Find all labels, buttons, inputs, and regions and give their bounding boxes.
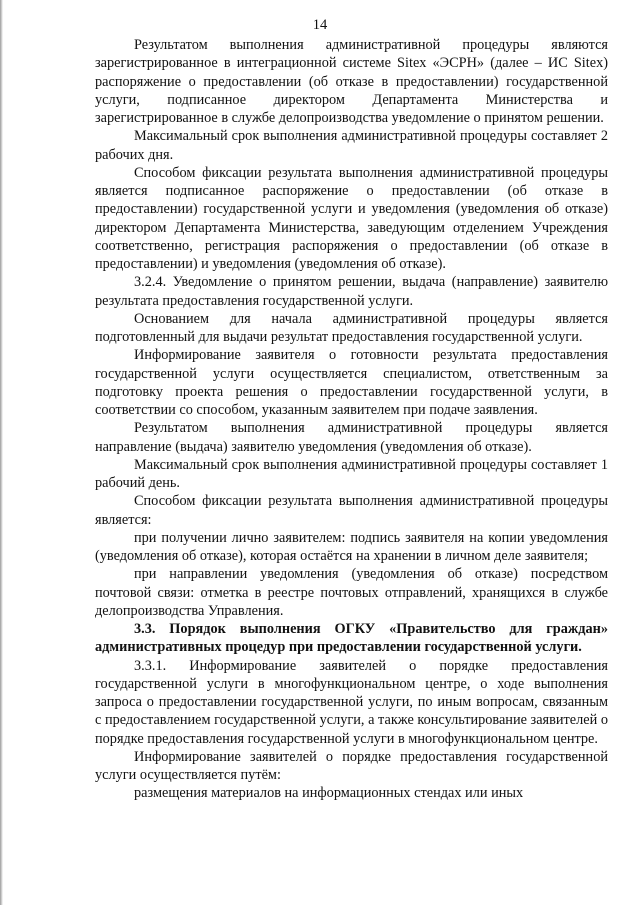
paragraph-fixation-method-intro: Способом фиксации результата выполнения административной процедуры является:: [95, 493, 608, 528]
paragraph-section-3-2-4: 3.2.4. Уведомление о принятом решении, выдача (направление) заявителю результата предоставления государственной услуги.: [95, 274, 608, 309]
paragraph-fixation-method: Способом фиксации результата выполнения административной процедуры является подписанное распоряжение о предоставлении (об отказе в предоставлении) государственной услуги и уведомления (уведомления об отказе) директором Департамента Министерства, заведующим отделением Учреждения соответственно, регистрация распоряжения о предоставлении (об отказе в предоставлении) и уведомления (уведомления об отказе).: [95, 164, 608, 272]
document-body: [95, 36, 608, 803]
page-number: 14: [312, 17, 328, 33]
paragraph-postal-delivery: при направлении уведомления (уведомления об отказе) посредством почтовой связи: отметка в реестре почтовых отправлений, хранящихся в службе делопроизводства Управления.: [95, 566, 608, 619]
section-heading-3-3: 3.3. Порядок выполнения ОГКУ «Правительство для граждан» административных процедур при предоставлении государственной услуги.: [95, 621, 608, 656]
page-edge-shadow: [0, 0, 3, 905]
paragraph-result-delivery: Результатом выполнения административной процедуры является направление (выдача) заявителю уведомления (уведомления об отказе).: [95, 420, 608, 455]
paragraph-grounds-for-start: Основанием для начала административной процедуры является подготовленный для выдачи результат предоставления государственной услуги.: [95, 310, 608, 345]
paragraph-procedure-result: Результатом выполнения административной процедуры являются зарегистрированное в интеграционной системе Sitex «ЭСРН» (далее – ИС Sitex) распоряжение о предоставлении (об отказе в предоставлении) государственной услуги, подписанное директором Департамента Министерства и зарегистрированное в службе делопроизводства уведомление о принятом решении.: [95, 37, 608, 126]
paragraph-max-duration-2-days: Максимальный срок выполнения административной процедуры составляет 2 рабочих дня.: [95, 128, 608, 163]
paragraph-personal-receipt: при получении лично заявителем: подпись заявителя на копии уведомления (уведомления об отказе), которая остаётся на хранении в личном деле заявителя;: [95, 529, 608, 564]
paragraph-max-duration-1-day: Максимальный срок выполнения административной процедуры составляет 1 рабочий день.: [95, 456, 608, 491]
paragraph-section-3-3-1: 3.3.1. Информирование заявителей о порядке предоставления государственной услуги в многофункциональном центре, о ходе выполнения запроса о предоставлении государственной услуги, по иным вопросам, связанным с предоставлением государственной услуги, а также консультирование заявителей о порядке предоставления государственной услуги в многофункциональном центре.: [95, 657, 608, 747]
paragraph-materials-placement: размещения материалов на информационных стендах или иных: [134, 785, 524, 802]
paragraph-informing-applicant: Информирование заявителя о готовности результата предоставления государственной услуги осуществляется специалистом, ответственным за подготовку проекта решения о предоставлении государственной услуги, в соответствии со способом, указанным заявителем при подаче заявления.: [95, 347, 608, 418]
paragraph-informing-method: Информирование заявителей о порядке предоставления государственной услуги осуществляется путём:: [95, 748, 608, 783]
